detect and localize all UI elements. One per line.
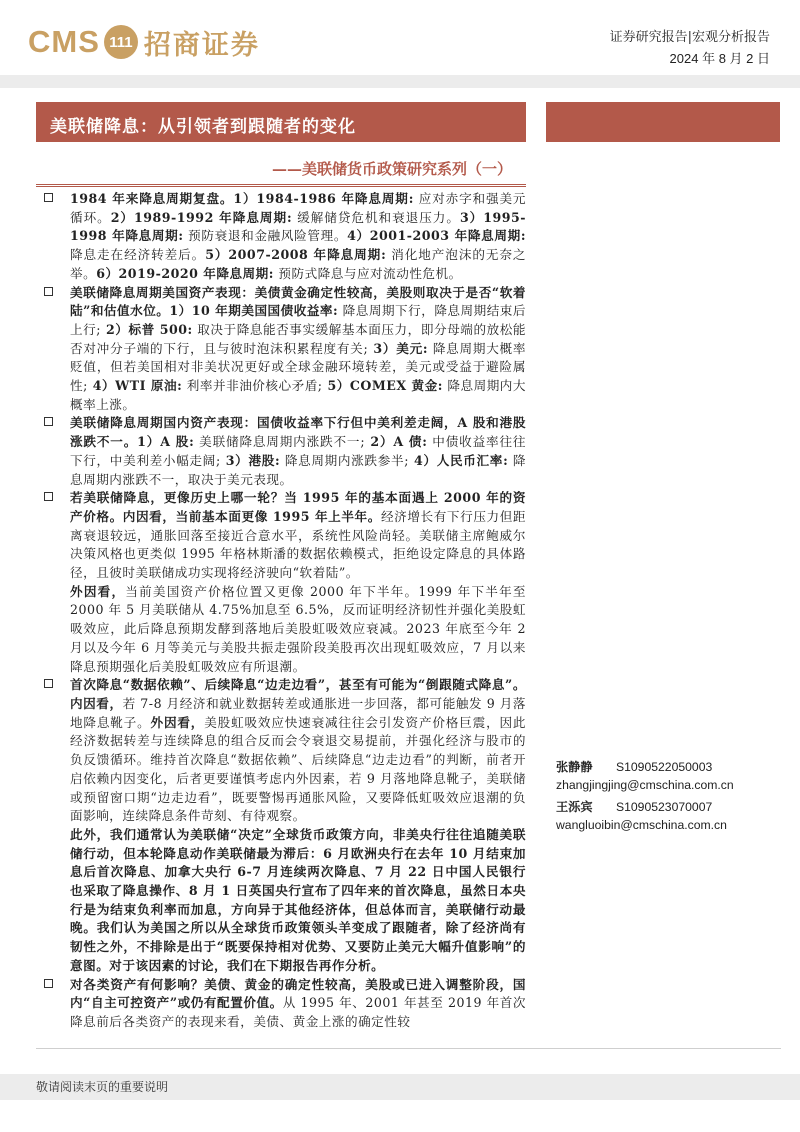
section-bold: 2）1989-1992 年降息周期: xyxy=(110,209,293,225)
analyst-id: S1090523070007 xyxy=(616,800,713,814)
section-lead: 对各类资产有何影响？美债、黄金的确定性较高，美股或已进入调整阶段，国内“自主可控资产”或仍有配置价值。 xyxy=(70,976,526,1011)
report-type: 证券研究报告|宏观分析报告 xyxy=(609,30,770,45)
section-text: 当前美国资产价格位置又更像 2000 年下半年。1999 年下半年至 2000 年 5 月美联储从 4.75%加息至 6.5%，反而证明经济韧性并强化美股虹吸效应，此后降息预期发酵到落地后美股虹吸效应衰减。2023 年底至今年 2 月以及今年 6 月等美元与美股共振走强阶段美股再次出现虹吸效应，7 月以来降息预期强化后美股虹吸效应有所退潮。 xyxy=(70,583,526,674)
title-bar xyxy=(36,102,526,142)
section-text: 降息周期内大概率上涨。 xyxy=(70,378,527,412)
summary-body xyxy=(40,190,526,1032)
section-bold: 6）2019-2020 年降息周期: xyxy=(96,265,274,281)
section-bold: 4）人民币汇率: xyxy=(408,452,509,468)
section-text: 经济增长有下行压力但距离衰退较远，通胀回落至接近合意水平，系统性风险尚轻。美联储主席鲍威尔决策风格也更类似 1995 年格林斯潘的数据依赖模式，拒绝设定降息的具体路径，且彼时美联储成功实现将经济驶向“软着陆”。 xyxy=(70,508,527,581)
divider xyxy=(36,186,526,187)
section-text: 降息周期大概率贬值，但若美国相对非美状况更好或全球金融环境转差，美元或受益于避险属性; xyxy=(70,340,526,394)
report-title: 美联储降息：从引领者到跟随者的变化 xyxy=(50,117,356,137)
logo-seal-icon: 111 xyxy=(104,25,138,59)
checkbox-bullet-icon xyxy=(44,979,53,988)
section-text: 降息周期内涨跌不一，取决于美元表现。 xyxy=(70,452,526,487)
bullet-section-5 xyxy=(40,676,526,826)
section-lead: 美联储降息周期国内资产表现：国债收益率下行但中美利差走阔，A 股和港股涨跌不一。1）A 股: xyxy=(70,415,526,450)
section-bold: 外因看， xyxy=(150,714,205,730)
section-text: 预防衰退和金融风险管理。 xyxy=(183,228,348,244)
section-bold: 5）2007-2008 年降息周期: xyxy=(205,247,387,263)
section-text: 利率并非油价核心矛盾; xyxy=(182,378,323,394)
footer-note: 敬请阅读末页的重要说明 xyxy=(36,1080,169,1094)
checkbox-bullet-icon xyxy=(44,287,53,296)
section-bold: 5）COMEX 黄金: xyxy=(322,378,443,394)
bullet-section-2 xyxy=(40,284,526,415)
company-logo xyxy=(28,20,260,64)
section-lead: 若美联储降息，更像历史上哪一轮？当 1995 年的基本面遇上 2000 年的资产价格。内因看，当前基本面更像 1995 年上半年。 xyxy=(70,490,526,524)
analyst-1 xyxy=(556,758,712,775)
divider xyxy=(36,184,526,185)
section-lead: 美联储降息周期美国资产表现：美债黄金确定性较高，美股则取决于是否“软着陆”和估值水位。1）10 年期美国国债收益率: xyxy=(70,284,526,319)
section-4-continuation xyxy=(40,583,526,677)
page-header xyxy=(0,0,800,88)
section-text: 降息走在经济转差后。 xyxy=(70,247,206,263)
bullet-section-6 xyxy=(40,976,526,1032)
section-bold: 2）A 债: xyxy=(365,434,428,450)
analyst-name: 张静静 xyxy=(556,760,593,774)
section-text: 降息周期内涨跌参半; xyxy=(280,452,409,468)
section-text: 美联储降息周期内涨跌不一; xyxy=(194,434,366,450)
report-subtitle: ——美联储货币政策研究系列（一） xyxy=(271,160,512,178)
report-date: 2024 年 8 月 2 日 xyxy=(669,51,770,66)
logo-chinese-text: 招商证券 xyxy=(143,29,260,61)
section-text: 中债收益率往往下行，中美利差小幅走阔; xyxy=(70,434,526,468)
analyst-2-email: wangluoibin@cmschina.com.cn xyxy=(556,818,727,832)
header-band xyxy=(0,75,800,88)
section-bold: 3）美元: xyxy=(368,340,429,356)
logo-latin-text: CMS xyxy=(28,24,100,59)
section-bold: 4）2001-2003 年降息周期: xyxy=(347,228,526,244)
checkbox-bullet-icon xyxy=(44,492,53,501)
checkbox-bullet-icon xyxy=(44,679,53,688)
section-text: 降息周期下行，降息周期结束后上行; xyxy=(70,303,526,337)
section-bold: 此外，我们通常认为美联储“决定”全球货币政策方向，非美央行往往追随美联储行动，但本轮降息动作美联储最为滞后：6 月欧洲央行在去年 10 月结束加息后首次降息、加拿大央行 6-7 月连续两次降息、7 月 22 日中国人民银行也采取了降息操作、8 月 1 日英国央行宣布了四年来的首次降息，虽然日本央行是为结束负利率而加息，方向异于其他经济体，但总体而言，美联储行动最晚。我们认为美国之所以从全球货币政策领头羊变成了跟随者，除了经济尚有韧性之外，不排除是出于“既要保持相对优势、又要防止美元大幅升值影响”的意图。对于该因素的讨论，我们在下期报告再作分析。 xyxy=(70,826,526,973)
bullet-section-4 xyxy=(40,489,526,583)
sidebar-header-bar xyxy=(546,102,780,142)
analyst-id: S1090522050003 xyxy=(616,760,713,774)
section-text: 美股虹吸效应快速衰减往往会引发资产价格巨震，因此经济数据转差与连续降息的组合反而会令衰退交易提前，并强化经济与股市的负反馈循环。维持首次降息“数据依赖”、后续降息“边走边看”的判断，前者开启依赖内因变化，后者更要谨慎考虑内外因素，若 9 月落地降息靴子，美联储或预留窗口期“边走边看”，既要警惕再通胀风险，又要降低虹吸效应退潮的负面影响，连续降息条件苛刻、有待观察。 xyxy=(70,714,527,824)
section-lead: 1984 年来降息周期复盘。1）1984-1986 年降息周期: xyxy=(70,191,414,206)
section-bold: 外因看， xyxy=(70,583,126,599)
section-text: 从 1995 年、2001 年甚至 2019 年首次降息前后各类资产的表现来看，美债、黄金上涨的确定性较 xyxy=(70,995,526,1029)
analyst-1-email: zhangjingjing@cmschina.com.cn xyxy=(556,778,734,792)
checkbox-bullet-icon xyxy=(44,417,53,426)
bullet-section-1 xyxy=(40,190,526,284)
section-bold: 3）港股: xyxy=(220,452,281,468)
section-text: 消化地产泡沫的无奈之举。 xyxy=(70,247,526,281)
section-lead: 首次降息“数据依赖”、后续降息“边走边看”，甚至有可能为“倒跟随式降息”。内因看， xyxy=(70,677,526,711)
checkbox-bullet-icon xyxy=(44,193,53,202)
section-text: 若 7-8 月经济和就业数据转差或通胀进一步回落，都可能触发 9 月落地降息靴子。 xyxy=(70,695,527,730)
section-bold: 3）1995-1998 年降息周期: xyxy=(70,209,527,244)
section-5-continuation xyxy=(40,826,526,976)
section-bold: 4）WTI 原油: xyxy=(87,378,183,394)
section-text: 应对赤字和强美元循环。 xyxy=(70,191,526,225)
bullet-section-3 xyxy=(40,414,526,489)
section-text: 缓解储贷危机和衰退压力。 xyxy=(292,209,460,225)
analyst-name: 王泺宾 xyxy=(556,800,593,814)
section-text: 取决于降息能否事实缓解基本面压力，即分母端的放松能否对冲分子端的下行，且与彼时泡沫积累程度有关; xyxy=(70,321,526,356)
section-text: 预防式降息与应对流动性危机。 xyxy=(273,265,462,281)
bottom-divider xyxy=(36,1048,781,1049)
analyst-2 xyxy=(556,798,712,815)
section-bold: 2）标普 500: xyxy=(101,321,193,337)
